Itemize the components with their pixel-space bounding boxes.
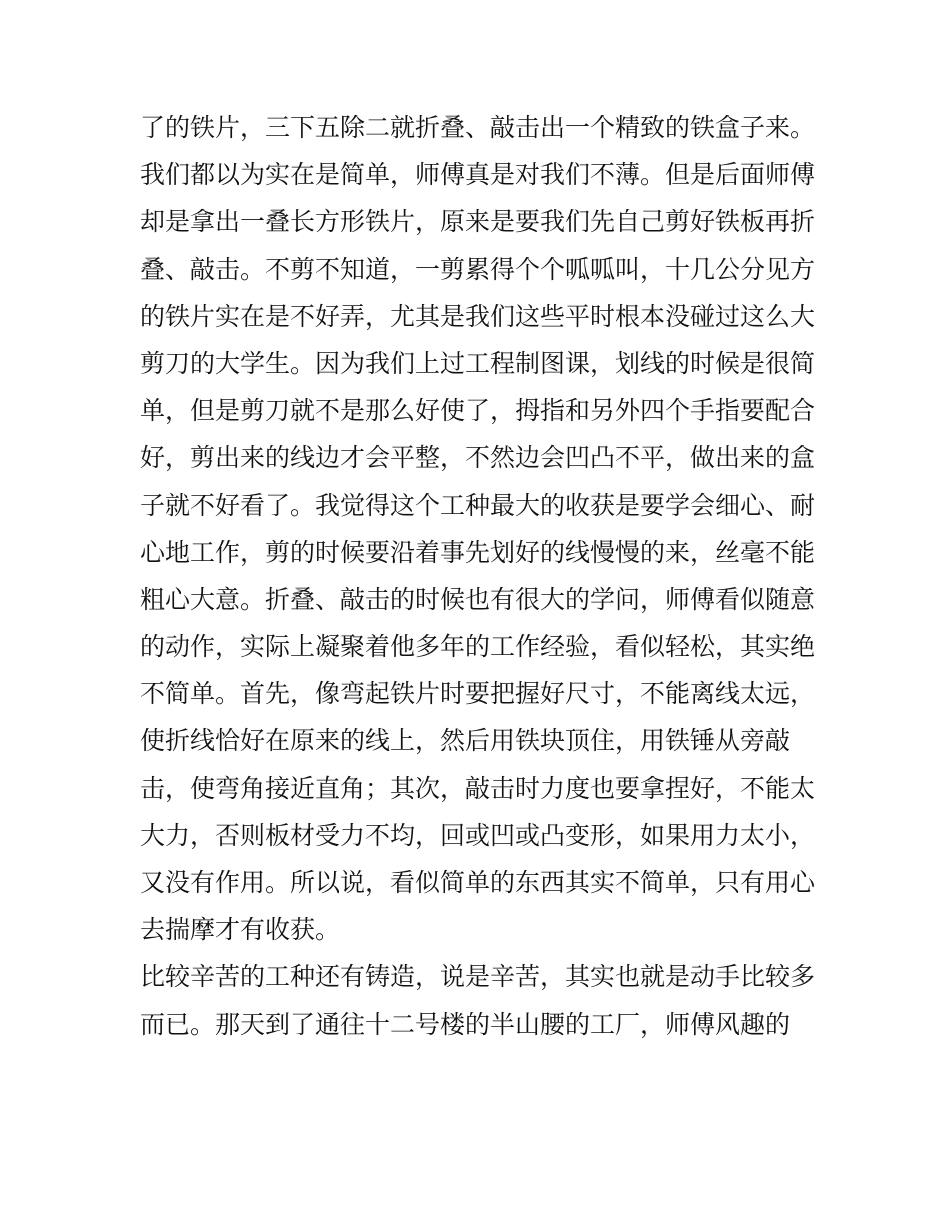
document-body	[140, 104, 840, 1048]
text-line: 我们都以为实在是简单，师傅真是对我们不薄。但是后面师傅	[140, 160, 816, 190]
text-line: 比较辛苦的工种还有铸造，说是辛苦，其实也就是动手比较多	[140, 962, 816, 992]
text-line: 使折线恰好在原来的线上，然后用铁块顶住，用铁锤从旁敲	[140, 726, 791, 756]
text-line: 而已。那天到了通往十二号楼的半山腰的工厂，师傅风趣的	[140, 1009, 791, 1039]
text-line: 了的铁片，三下五除二就折叠、敲击出一个精致的铁盒子来。	[140, 113, 816, 142]
text-line: 好，剪出来的线边才会平整，不然边会凹凸不平，做出来的盒	[140, 443, 816, 473]
text-line: 心地工作，剪的时候要沿着事先划好的线慢慢的来，丝毫不能	[140, 537, 816, 567]
text-line: 击，使弯角接近直角；其次，敲击时力度也要拿捏好，不能太	[140, 773, 816, 803]
text-line: 粗心大意。折叠、敲击的时候也有很大的学问，师傅看似随意	[140, 584, 816, 614]
text-line: 的动作，实际上凝聚着他多年的工作经验，看似轻松，其实绝	[140, 632, 816, 662]
text-line: 子就不好看了。我觉得这个工种最大的收获是要学会细心、耐	[140, 490, 816, 520]
text-line: 大力，否则板材受力不均，回或凹或凸变形，如果用力太小，	[140, 820, 816, 850]
text-line: 单，但是剪刀就不是那么好使了，拇指和另外四个手指要配合	[140, 396, 816, 426]
text-line: 剪刀的大学生。因为我们上过工程制图课，划线的时候是很简	[140, 348, 816, 378]
text-line: 又没有作用。所以说，看似简单的东西其实不简单，只有用心	[140, 868, 816, 897]
text-line: 不简单。首先，像弯起铁片时要把握好尺寸，不能离线太远，	[140, 679, 816, 709]
text-line: 的铁片实在是不好弄，尤其是我们这些平时根本没碰过这么大	[140, 301, 816, 331]
text-line: 却是拿出一叠长方形铁片，原来是要我们先自己剪好铁板再折	[140, 207, 816, 237]
text-line: 叠、敲击。不剪不知道，一剪累得个个呱呱叫，十几公分见方	[140, 254, 816, 284]
text-line: 去揣摩才有收获。	[140, 915, 341, 945]
